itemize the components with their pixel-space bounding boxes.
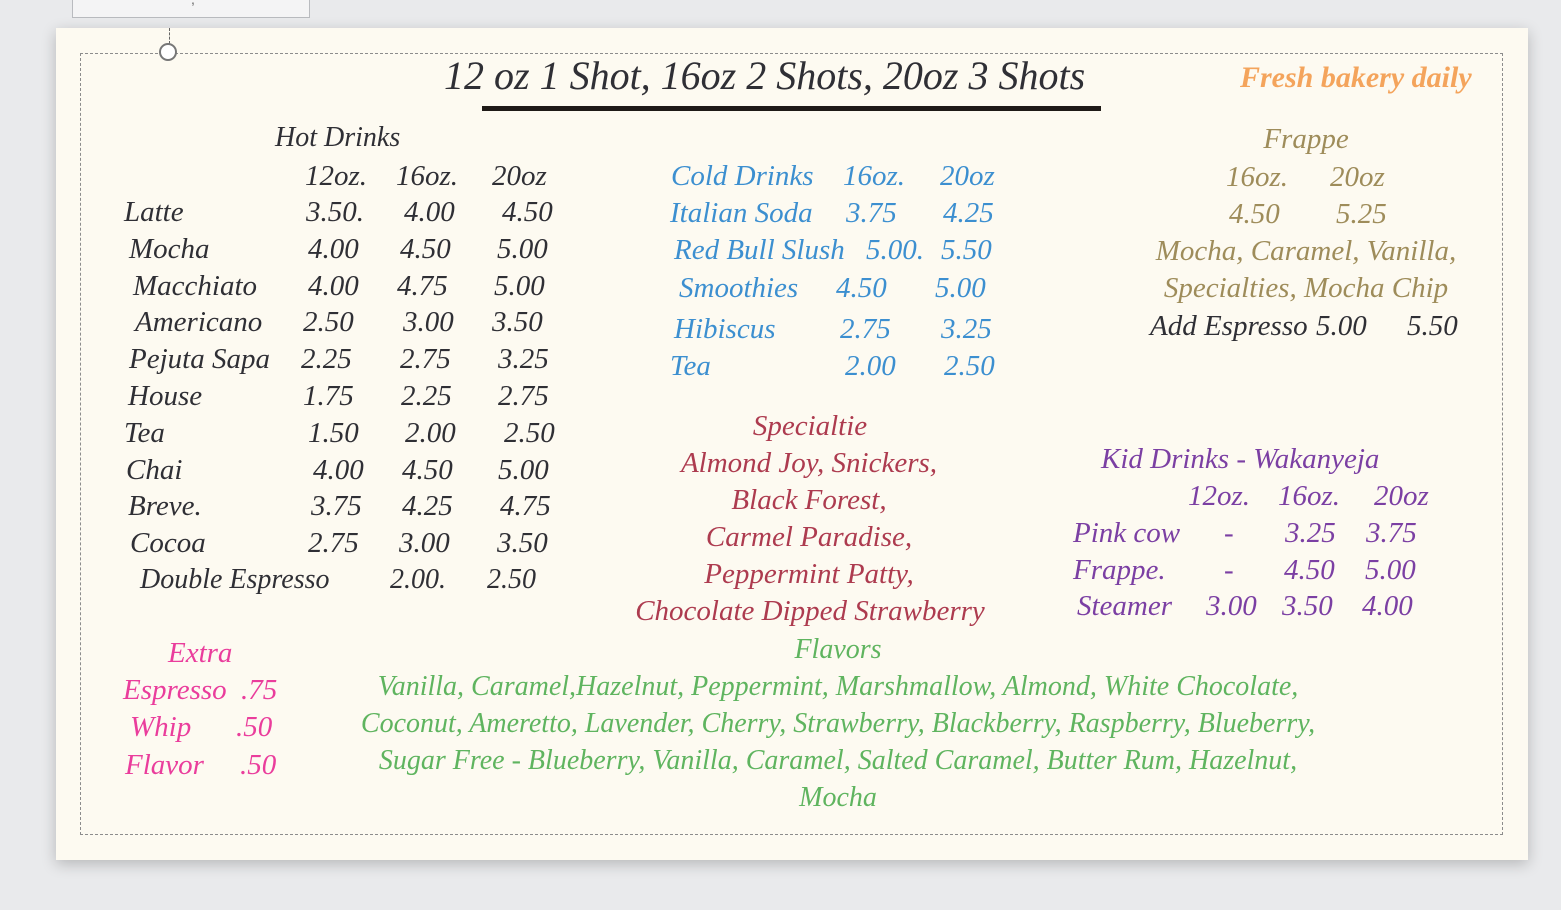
specialty-item: Almond Joy, Snickers,: [680, 447, 938, 479]
frappe-price-20: 5.25: [1336, 198, 1387, 230]
kid-size-0: 12oz.: [1188, 480, 1251, 512]
hot-item-price: 4.50: [402, 453, 453, 486]
cold-item-price: 4.25: [943, 197, 994, 229]
hot-item-price: 2.00: [405, 416, 456, 449]
flavor-line: Sugar Free - Blueberry, Vanilla, Caramel, Salted Caramel, Butter Rum, Hazelnut,: [378, 745, 1298, 776]
extra-item-price: .50: [240, 749, 277, 781]
cold-item-name: Smoothies: [679, 272, 799, 304]
hot-item-name: Macchiato: [133, 269, 258, 302]
frappe-heading: Frappe: [1263, 123, 1349, 155]
cold-size-20: 20oz: [940, 160, 995, 192]
hot-item-name: Pejuta Sapa: [129, 343, 270, 376]
hot-item-price: 3.50: [492, 306, 543, 339]
kid-size-2: 20oz: [1374, 480, 1429, 512]
cold-drinks-heading: Cold Drinks: [671, 160, 814, 192]
extra-item-name: Flavor: [125, 749, 204, 781]
specialty-item: Carmel Paradise,: [705, 521, 913, 553]
flavor-line: Vanilla, Caramel,Hazelnut, Peppermint, Marshmallow, Almond, White Chocolate,: [377, 671, 1299, 702]
add-espresso-label: Add Espresso: [1150, 310, 1308, 342]
hot-item-price: 3.50.: [306, 196, 364, 228]
hot-item-price: 4.75: [500, 490, 551, 523]
specialty-item: Peppermint Patty,: [704, 558, 914, 590]
hot-item-price: 2.25: [401, 380, 452, 412]
cold-item-price: 4.50: [836, 272, 887, 304]
add-espresso-price-20: 5.50: [1407, 310, 1458, 342]
hot-item-price: 4.00: [308, 269, 359, 302]
hot-item-price: 4.00: [313, 453, 364, 486]
kid-item-name: Pink cow: [1073, 517, 1181, 549]
kid-item-price: 3.00: [1206, 590, 1257, 622]
hot-item-price: 5.00: [494, 269, 545, 302]
hot-size-0: 12oz.: [305, 160, 368, 192]
hot-item-price: 2.75: [400, 343, 451, 376]
extras-heading: Extra: [168, 637, 233, 669]
hot-item-price: 3.25: [498, 343, 549, 376]
kid-item-price: -: [1224, 554, 1234, 586]
hot-item-name: House: [128, 380, 203, 412]
hot-item-name: Tea: [124, 416, 165, 449]
kid-item-price: 3.50: [1282, 590, 1333, 622]
flavor-line: Coconut, Ameretto, Lavender, Cherry, Strawberry, Blackberry, Raspberry, Blueberry,: [360, 708, 1316, 739]
hot-size-2: 20oz: [492, 160, 547, 192]
hot-item-price: 1.75: [303, 380, 354, 412]
hot-item-name: Americano: [135, 306, 263, 339]
kid-size-1: 16oz.: [1278, 480, 1341, 512]
cold-item-name: Italian Soda: [670, 197, 813, 229]
cold-item-name: Hibiscus: [674, 313, 776, 345]
hot-item-name: Breve.: [128, 490, 202, 523]
kid-drinks-heading: Kid Drinks - Wakanyeja: [1101, 443, 1380, 475]
add-espresso-price-16: 5.00: [1316, 310, 1367, 342]
specialty-item: Black Forest,: [731, 484, 887, 516]
kid-item-price: 3.75: [1366, 517, 1417, 549]
hot-item-price: 5.00: [497, 232, 548, 265]
frappe-price-16: 4.50: [1229, 198, 1280, 230]
frappe-flavors-line-2: Specialties, Mocha Chip: [1163, 272, 1449, 304]
kid-item-name: Frappe.: [1073, 554, 1166, 586]
extra-item-name: Whip: [130, 711, 192, 743]
rotation-handle[interactable]: [159, 43, 177, 61]
hot-item-price: 2.75: [498, 380, 549, 412]
hot-item-price: 2.25: [301, 343, 352, 376]
hot-item-price: 3.00: [399, 527, 450, 560]
rotation-handle-connector: [169, 28, 170, 44]
kid-item-price: 4.00: [1362, 590, 1413, 622]
hot-item-price: 4.50: [502, 196, 553, 228]
hot-item-price: 2.50: [303, 306, 354, 339]
kid-item-price: -: [1224, 517, 1234, 549]
hot-item-price: 4.00: [308, 232, 359, 265]
cold-item-price: 5.00.: [866, 234, 924, 266]
cold-item-price: 2.75: [840, 313, 891, 345]
hot-item-name: Cocoa: [130, 527, 206, 560]
hot-item-price: 3.50: [497, 527, 548, 560]
flavors-heading: Flavors: [794, 634, 882, 665]
hot-item-name: Chai: [126, 453, 183, 486]
frappe-size-16: 16oz.: [1226, 161, 1289, 193]
double-espresso-price-16: 2.00.: [390, 564, 446, 595]
hot-item-price: 3.00: [403, 306, 454, 339]
hot-item-name: Mocha: [129, 232, 210, 265]
specialties-heading: Specialtie: [752, 410, 868, 442]
extra-item-name: Espresso: [123, 674, 227, 706]
extra-item-price: .75: [241, 674, 278, 706]
cold-item-name: Red Bull Slush: [674, 234, 845, 266]
cold-item-price: 2.00: [845, 350, 896, 382]
fresh-bakery-label: Fresh bakery daily: [1240, 61, 1472, 94]
extra-item-price: .50: [236, 711, 273, 743]
hot-item-price: 5.00: [498, 453, 549, 486]
cold-item-price: 5.50: [941, 234, 992, 266]
kid-item-price: 3.25: [1285, 517, 1336, 549]
kid-item-name: Steamer: [1077, 590, 1173, 622]
hot-drinks-heading: Hot Drinks: [275, 122, 401, 153]
double-espresso-price-20: 2.50: [487, 564, 536, 595]
hot-item-price: 3.75: [311, 490, 362, 523]
hot-item-price: 4.50: [400, 232, 451, 265]
hot-item-price: 2.75: [308, 527, 359, 560]
cold-item-price: 2.50: [944, 350, 995, 382]
stub-fragment-mark: [191, 0, 195, 7]
kid-item-price: 5.00: [1365, 554, 1416, 586]
double-espresso-name: Double Espresso: [140, 564, 330, 595]
hot-item-name: Latte: [124, 196, 184, 228]
cold-item-price: 3.75: [846, 197, 897, 229]
flavor-line: Mocha: [799, 782, 877, 813]
cold-item-price: 3.25: [941, 313, 992, 345]
adjacent-shape-stub[interactable]: [72, 0, 310, 18]
cold-size-16: 16oz.: [843, 160, 906, 192]
hot-item-price: 1.50: [308, 416, 359, 449]
specialty-item: Chocolate Dipped Strawberry: [635, 595, 985, 627]
frappe-size-20: 20oz: [1330, 161, 1385, 193]
hot-item-price: 2.50: [504, 416, 555, 449]
kid-item-price: 4.50: [1284, 554, 1335, 586]
hot-size-1: 16oz.: [396, 160, 459, 192]
hot-item-price: 4.00: [404, 196, 455, 228]
title-underline: [482, 106, 1101, 111]
cold-item-name: Tea: [670, 350, 711, 382]
frappe-flavors-line-1: Mocha, Caramel, Vanilla,: [1155, 235, 1457, 267]
hot-item-price: 4.75: [397, 269, 448, 302]
menu-title: 12 oz 1 Shot, 16oz 2 Shots, 20oz 3 Shots: [444, 53, 1086, 98]
cold-item-price: 5.00: [935, 272, 986, 304]
hot-item-price: 4.25: [402, 490, 453, 523]
